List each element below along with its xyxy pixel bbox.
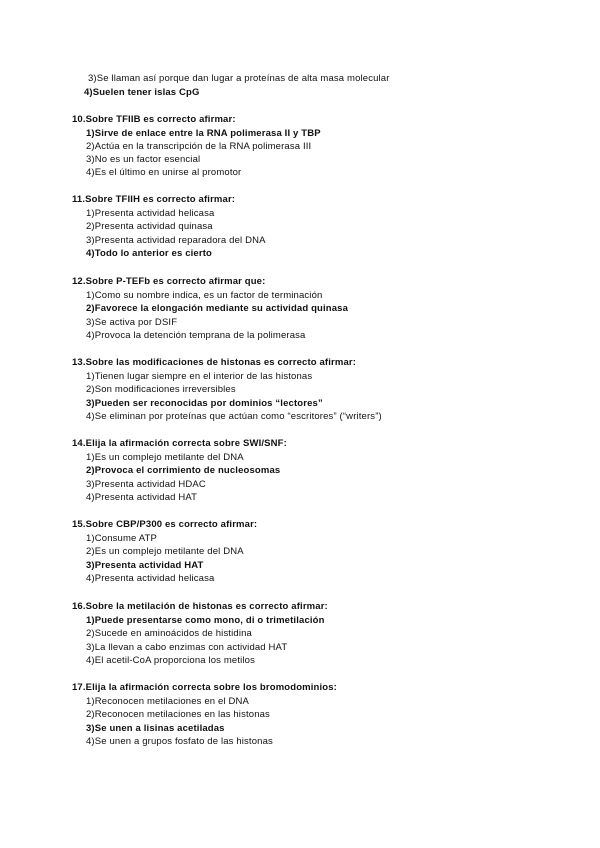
question-11-option-1: 1)Presenta actividad helicasa [86, 208, 215, 219]
intro-option-3: 3)Se llaman así porque dan lugar a proteínas de alta masa molecular [88, 73, 390, 84]
question-13-option-3: 3)Pueden ser reconocidas por dominios “lectores” [86, 398, 323, 409]
question-12-title: 12.Sobre P-TEFb es correcto afirmar que: [72, 276, 266, 287]
question-16-option-4: 4)El acetil-CoA proporciona los metilos [86, 655, 256, 666]
question-16-option-3: 3)La llevan a cabo enzimas con actividad HAT [86, 642, 288, 653]
question-10-option-3: 3)No es un factor esencial [86, 154, 201, 165]
question-14-option-3: 3)Presenta actividad HDAC [86, 479, 206, 490]
question-13-option-1: 1)Tienen lugar siempre en el interior de las histonas [86, 371, 313, 382]
question-15-title: 15.Sobre CBP/P300 es correcto afirmar: [72, 519, 258, 530]
question-17-option-4: 4)Se unen a grupos fosfato de las histonas [86, 736, 273, 747]
question-14-option-4: 4)Presenta actividad HAT [86, 492, 198, 503]
question-12-option-4: 4)Provoca la detención temprana de la polimerasa [86, 330, 306, 341]
question-11-option-4: 4)Todo lo anterior es cierto [86, 248, 212, 259]
question-11-title: 11.Sobre TFIIH es correcto afirmar: [72, 194, 236, 205]
question-14-title: 14.Elija la afirmación correcta sobre SWI/SNF: [72, 438, 287, 449]
question-16-option-1: 1)Puede presentarse como mono, di o trimetilación [86, 615, 325, 626]
question-17-option-3: 3)Se unen a lisinas acetiladas [86, 723, 225, 734]
question-11-option-2: 2)Presenta actividad quinasa [86, 221, 213, 232]
question-12-option-1: 1)Como su nombre indica, es un factor de terminación [86, 290, 323, 301]
question-15-option-1: 1)Consume ATP [86, 533, 157, 544]
question-14-option-1: 1)Es un complejo metilante del DNA [86, 452, 244, 463]
question-13-option-2: 2)Son modificaciones irreversibles [86, 384, 236, 395]
question-17-title: 17.Elija la afirmación correcta sobre los bromodominios: [72, 682, 337, 693]
question-15-option-3: 3)Presenta actividad HAT [86, 560, 204, 571]
question-13-title: 13.Sobre las modificaciones de histonas es correcto afirmar: [72, 357, 357, 368]
question-16-option-2: 2)Sucede en aminoácidos de histidina [86, 628, 252, 639]
intro-option-4: 4)Suelen tener islas CpG [84, 87, 200, 98]
question-17-option-1: 1)Reconocen metilaciones en el DNA [86, 696, 249, 707]
question-10-option-4: 4)Es el último en unirse al promotor [86, 167, 242, 178]
question-12-option-2: 2)Favorece la elongación mediante su actividad quinasa [86, 303, 349, 314]
question-14-option-2: 2)Provoca el corrimiento de nucleosomas [86, 465, 281, 476]
question-16-title: 16.Sobre la metilación de histonas es correcto afirmar: [72, 601, 328, 612]
question-13-option-4: 4)Se eliminan por proteínas que actúan como “escritores” (“writers”) [86, 411, 382, 422]
question-10-title: 10.Sobre TFIIB es correcto afirmar: [72, 114, 236, 125]
question-12-option-3: 3)Se activa por DSIF [86, 317, 178, 328]
question-17-option-2: 2)Reconocen metilaciones en las histonas [86, 709, 270, 720]
question-15-option-2: 2)Es un complejo metilante del DNA [86, 546, 244, 557]
question-11-option-3: 3)Presenta actividad reparadora del DNA [86, 235, 266, 246]
question-10-option-2: 2)Actúa en la transcripción de la RNA polimerasa III [86, 141, 312, 152]
question-10-option-1: 1)Sirve de enlace entre la RNA polimerasa II y TBP [86, 128, 321, 139]
question-15-option-4: 4)Presenta actividad helicasa [86, 573, 215, 584]
